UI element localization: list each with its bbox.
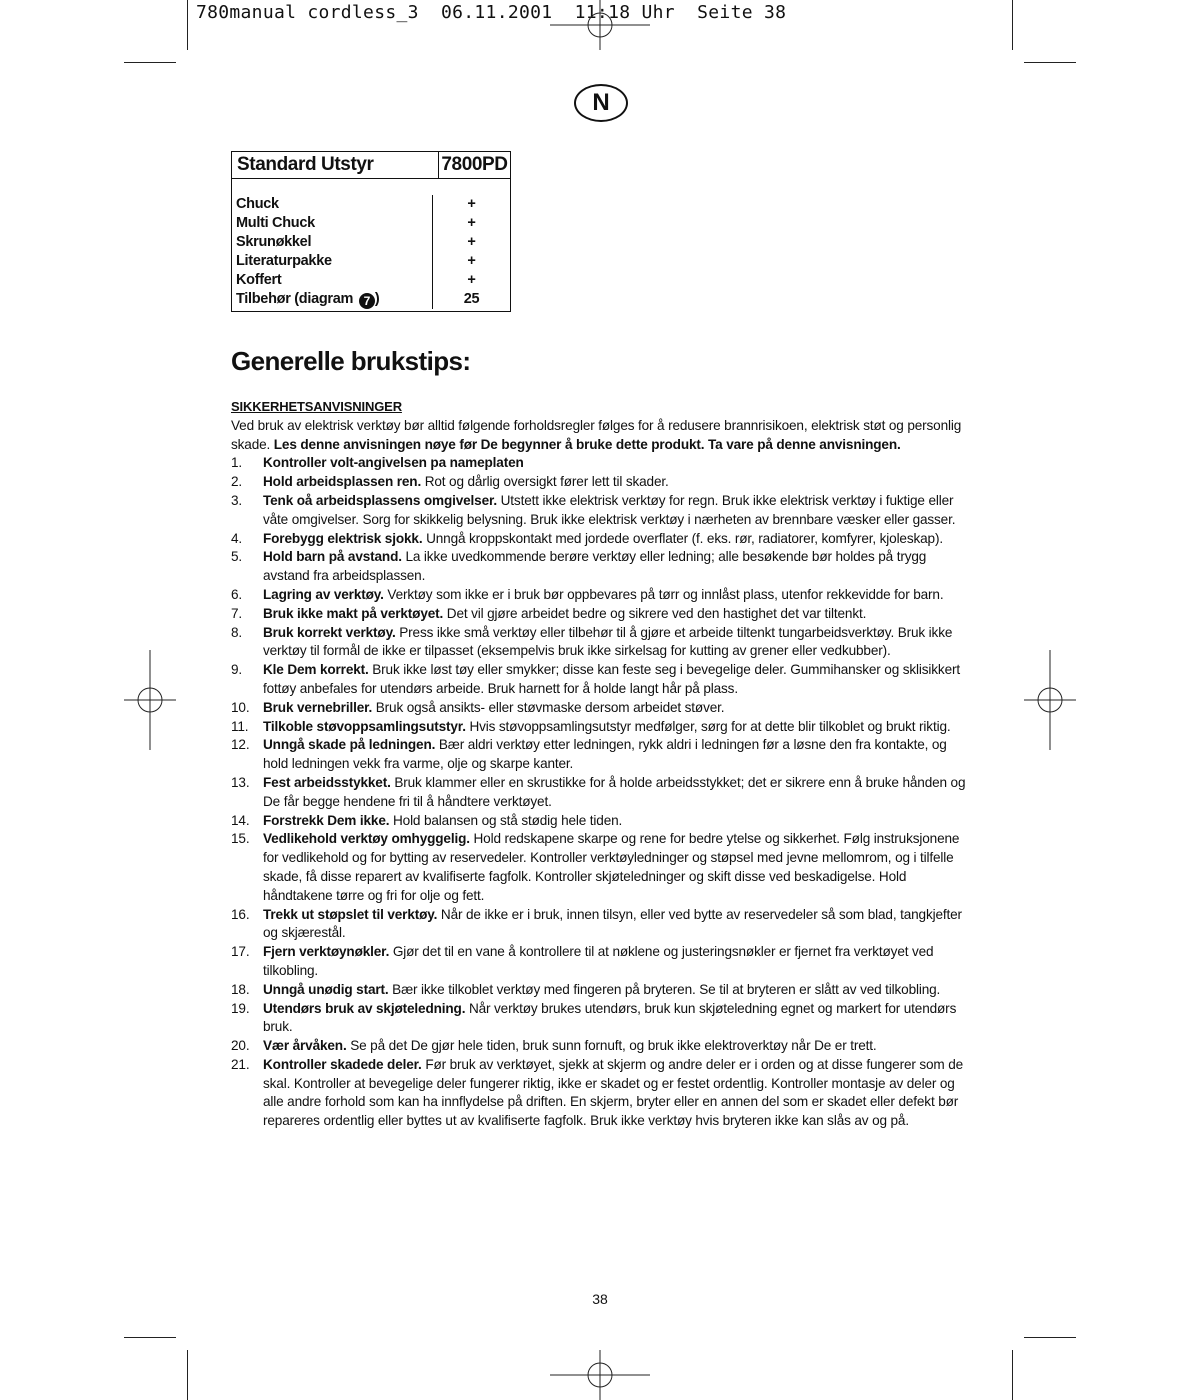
rule-title: Fest arbeidsstykket.: [263, 774, 391, 790]
rule-text: [263, 699, 971, 718]
rule-body: Bruk klammer eller en skrustikke for å holde arbeidsstykket; det er sikrere enn å bruke hånden og De får begge hendene fri til å håndtere verktøyet.: [263, 774, 966, 809]
rule-title: Bruk vernebriller.: [263, 699, 373, 715]
table-row-value: +: [467, 196, 476, 212]
list-item: [231, 774, 971, 812]
list-item: [231, 1000, 971, 1038]
rule-body: Press ikke små verktøy eller tilbehør til å gjøre et arbeide tiltenkt tungarbeidsverktøy. Bruk ikke verktøy til formål de ikke er tilpasset (eksempelvis bruk ikke sirkelsag for kutting av grener eller vedkubber).: [263, 624, 953, 659]
rule-title: Fjern verktøynøkler.: [263, 944, 390, 960]
rule-text: [263, 718, 971, 737]
rule-title: Bruk ikke makt på verktøyet.: [263, 605, 444, 621]
table-row-item: Koffert: [236, 272, 282, 288]
table-row-item: Multi Chuck: [236, 215, 315, 231]
accessory-label-suffix: ): [374, 291, 380, 307]
list-item: [231, 1037, 971, 1056]
rule-number: 15.: [231, 831, 250, 847]
list-item: [231, 454, 971, 473]
item-column: [232, 195, 433, 309]
value-column: [433, 195, 510, 309]
rule-number: 8.: [231, 624, 243, 640]
safety-subhead: SIKKERHETSANVISNINGER: [231, 399, 402, 414]
rule-number: 20.: [231, 1038, 250, 1054]
rule-number: 13.: [231, 774, 250, 790]
table-row-item: Literaturpakke: [236, 253, 332, 269]
rule-title: Trekk ut støpslet til verktøy.: [263, 906, 438, 922]
safety-instructions: [231, 398, 971, 1131]
rule-number: 1.: [231, 455, 243, 471]
rule-number: 16.: [231, 906, 250, 922]
rule-title: Hold barn på avstand.: [263, 549, 402, 565]
rule-text: [263, 473, 971, 492]
list-item: [231, 492, 971, 530]
list-item: [231, 736, 971, 774]
rule-title: Forstrekk Dem ikke.: [263, 812, 390, 828]
rule-title: Kle Dem korrekt.: [263, 662, 369, 678]
crop-mark-bl-v: [187, 1350, 188, 1400]
rule-text: [263, 661, 971, 699]
section-title: Generelle brukstips:: [231, 346, 471, 376]
registration-mark-bottom: [550, 1350, 650, 1400]
rule-title: Vedlikehold verktøy omhyggelig.: [263, 831, 470, 847]
list-item: [231, 473, 971, 492]
rule-title: Utendørs bruk av skjøteledning.: [263, 1000, 466, 1016]
table-header-model: 7800PD: [441, 154, 508, 175]
rule-number: 21.: [231, 1056, 250, 1072]
safety-intro: [231, 417, 971, 455]
list-item: [231, 548, 971, 586]
crop-mark-tr-v: [1012, 0, 1013, 50]
rule-body: Det vil gjøre arbeidet bedre og sikrere ved den hastighet det var tiltenkt.: [443, 605, 867, 621]
table-row-item: [236, 290, 432, 309]
rule-body: Bær aldri verktøy etter ledningen, rykk aldri i ledningen før a løsne den fra kontakte, og hold ledningen vekk fra varme, olje og skarpe kanter.: [263, 737, 947, 772]
crop-mark-tr-h: [1024, 62, 1076, 63]
table-row-item: Skrunøkkel: [236, 234, 312, 250]
rule-number: 9.: [231, 662, 243, 678]
list-item: [231, 718, 971, 737]
list-item: [231, 812, 971, 831]
rule-number: 3.: [231, 492, 243, 508]
rule-text: [263, 981, 971, 1000]
list-item: [231, 1056, 971, 1131]
table-row-value: +: [467, 234, 476, 250]
rule-body: Bruk også ansikts- eller støvmaske dersom arbeidet støver.: [372, 699, 725, 715]
table-row-value: +: [467, 215, 476, 231]
rule-text: [263, 774, 971, 812]
rule-title: Lagring av verktøy.: [263, 586, 384, 602]
print-slug: 780manual cordless_3 06.11.2001 11:18 Uhr Seite 38: [196, 2, 787, 23]
crop-mark-br-v: [1012, 1350, 1013, 1400]
rule-body: Se på det De gjør hele tiden, bruk sunn fornuft, og bruk ikke elektroverktøy når De er trett.: [346, 1038, 877, 1054]
rule-title: Forebygg elektrisk sjokk.: [263, 530, 423, 546]
registration-mark-left: [124, 650, 176, 750]
rule-text: [263, 624, 971, 662]
rule-body: Utstett ikke elektrisk verktøy for regn. Bruk ikke elektrisk verktøy i fuktige eller våte omgivelser. Sorg for skikkelig belysning. Bruk ikke elektrisk verktøy i nærheten av brennbare væsker eller gasser.: [263, 492, 956, 527]
rule-title: Hold arbeidsplassen ren.: [263, 474, 422, 490]
rule-body: La ikke uvedkommende berøre verktøy eller ledning; alle besøkende bør holdes på trygg avstand fra arbeidsplassen.: [263, 549, 927, 584]
rule-text: [263, 530, 971, 549]
rule-text: [263, 548, 971, 586]
table-body: [232, 179, 510, 311]
table-header-item: Standard Utstyr: [232, 152, 439, 178]
rule-body: Før bruk av verktøyet, sjekk at skjerm og andre deler er i orden og at disse fungerer som de skal. Kontroller at bevegelige deler fungerer riktig, ikke er skadet og er festet ordentlig. Kontroller montasje av deler og alle andre forhold som kan ha innflydelse på driften. En skjerm, bryter eller en annen del som er skadet eller defekt bør repareres ordentlig eller byttes ut av kvalifiserte fagfolk. Bruk ikke verktøy hvis bryteren ikke kan slås av og på.: [263, 1056, 964, 1129]
rule-number: 2.: [231, 474, 243, 490]
safety-rules-list: [231, 454, 971, 1131]
rule-body: Verktøy som ikke er i bruk bør oppbevares på tørr og innlåst plass, utenfor rekkevidde for barn.: [383, 586, 944, 602]
rule-title: Unngå unødig start.: [263, 981, 389, 997]
rule-number: 4.: [231, 530, 243, 546]
list-item: [231, 906, 971, 944]
rule-text: [263, 1056, 971, 1131]
rule-number: 11.: [231, 718, 249, 734]
crop-mark-tl-h: [124, 62, 176, 63]
rule-text: [263, 943, 971, 981]
rule-number: 14.: [231, 812, 250, 828]
registration-mark-right: [1024, 650, 1076, 750]
table-row-value: +: [467, 272, 476, 288]
accessory-label: Tilbehør (diagram: [236, 291, 357, 307]
list-item: [231, 586, 971, 605]
intro-text: Ved bruk av elektrisk verktøy bør alltid følgende forholdsregler følges for å redusere brannrisikoen, elektrisk støt og personlig skade.: [231, 417, 962, 452]
rule-body: Når de ikke er i bruk, innen tilsyn, eller ved bytte av reservedeler så som blad, tangkjefter og skjærestål.: [263, 906, 962, 941]
rule-title: Bruk korrekt verktøy.: [263, 624, 396, 640]
rule-title: Kontroller skadede deler.: [263, 1056, 422, 1072]
table-header: [232, 152, 510, 179]
rule-number: 10.: [231, 699, 250, 715]
rule-text: [263, 605, 971, 624]
list-item: [231, 605, 971, 624]
rule-number: 7.: [231, 605, 243, 621]
list-item: [231, 830, 971, 905]
rule-body: Bær ikke tilkoblet verktøy med fingeren på bryteren. Se til at bryteren er slått av ved tilkobling.: [388, 981, 941, 997]
rule-body: Rot og dårlig oversigkt fører lett til skader.: [421, 474, 669, 490]
crop-mark-bl-h: [124, 1337, 176, 1338]
list-item: [231, 981, 971, 1000]
rule-text: [263, 830, 971, 905]
crop-mark-br-h: [1024, 1337, 1076, 1338]
rule-number: 5.: [231, 549, 243, 565]
language-badge: N: [574, 84, 628, 122]
rule-text: [263, 812, 971, 831]
rule-number: 18.: [231, 981, 250, 997]
rule-title: Kontroller volt-angivelsen pa nameplaten: [263, 455, 524, 471]
rule-text: [263, 454, 971, 473]
rule-number: 6.: [231, 586, 243, 602]
table-row-value: +: [467, 253, 476, 269]
rule-body: Gjør det til en vane å kontrollere til at nøklene og justeringsnøkler er fjernet fra verktøyet ved tilkobling.: [263, 944, 934, 978]
rule-title: Tenk oå arbeidsplassens omgivelser.: [263, 492, 498, 508]
rule-body: Når verktøy brukes utendørs, bruk kun skjøteledning egnet og markert for utendørs bruk.: [263, 1000, 957, 1035]
rule-body: Bruk ikke løst tøy eller smykker; disse kan feste seg i bevegelige deler. Gummihansker og sklisikkert fottøy anbefales for utendørs arbeide. Bruk harnett for å holde langt hår på plass.: [263, 662, 960, 696]
list-item: [231, 699, 971, 718]
rule-body: Unngå kroppskontakt med jordede overflater (f. eks. rør, radiatorer, komfyrer, kjoleskap).: [422, 530, 943, 546]
rule-body: Hold redskapene skarpe og rene for bedre ytelse og sikkerhet. Følg instruksjonene for vedlikehold og for bytting av reservedeler. Kontroller verktøyledninger og støpsel med jevne mellomrom, og i tilfelle skade, få disse reparert av kvalifiserte fagfolk. Kontroller skjøteledninger og skift disse ved beskadigelse. Hold håndtakene tørre og fri for olje og fett.: [263, 831, 960, 903]
standard-equipment-table: [231, 151, 511, 312]
rule-text: [263, 1037, 971, 1056]
rule-text: [263, 1000, 971, 1038]
list-item: [231, 530, 971, 549]
list-item: [231, 624, 971, 662]
rule-number: 19.: [231, 1000, 250, 1016]
crop-mark-tl-v: [187, 0, 188, 50]
rule-body: Hold balansen og stå stødig hele tiden.: [389, 812, 623, 828]
rule-number: 12.: [231, 737, 250, 753]
rule-text: [263, 492, 971, 530]
rule-number: 17.: [231, 944, 250, 960]
list-item: [231, 943, 971, 981]
table-row-item: Chuck: [236, 196, 279, 212]
rule-body: Hvis støvoppsamlingsutstyr medfølger, sørg for at dette blir tilkoblet og brukt riktig.: [465, 718, 951, 734]
rule-title: Tilkoble støvoppsamlingsutstyr.: [263, 718, 466, 734]
diagram-number-icon: 7: [359, 293, 375, 309]
rule-text: [263, 736, 971, 774]
table-row-value: 25: [463, 291, 480, 307]
rule-title: Unngå skade på ledningen.: [263, 737, 436, 753]
rule-text: [263, 906, 971, 944]
rule-title: Vær årvåken.: [263, 1038, 347, 1054]
rule-text: [263, 586, 971, 605]
intro-bold-text: Les denne anvisningen nøye før De begynner å bruke dette produkt. Ta vare på denne anvisningen.: [273, 436, 901, 452]
list-item: [231, 661, 971, 699]
registration-mark-top: [550, 0, 650, 50]
page-number: 38: [592, 1291, 608, 1307]
